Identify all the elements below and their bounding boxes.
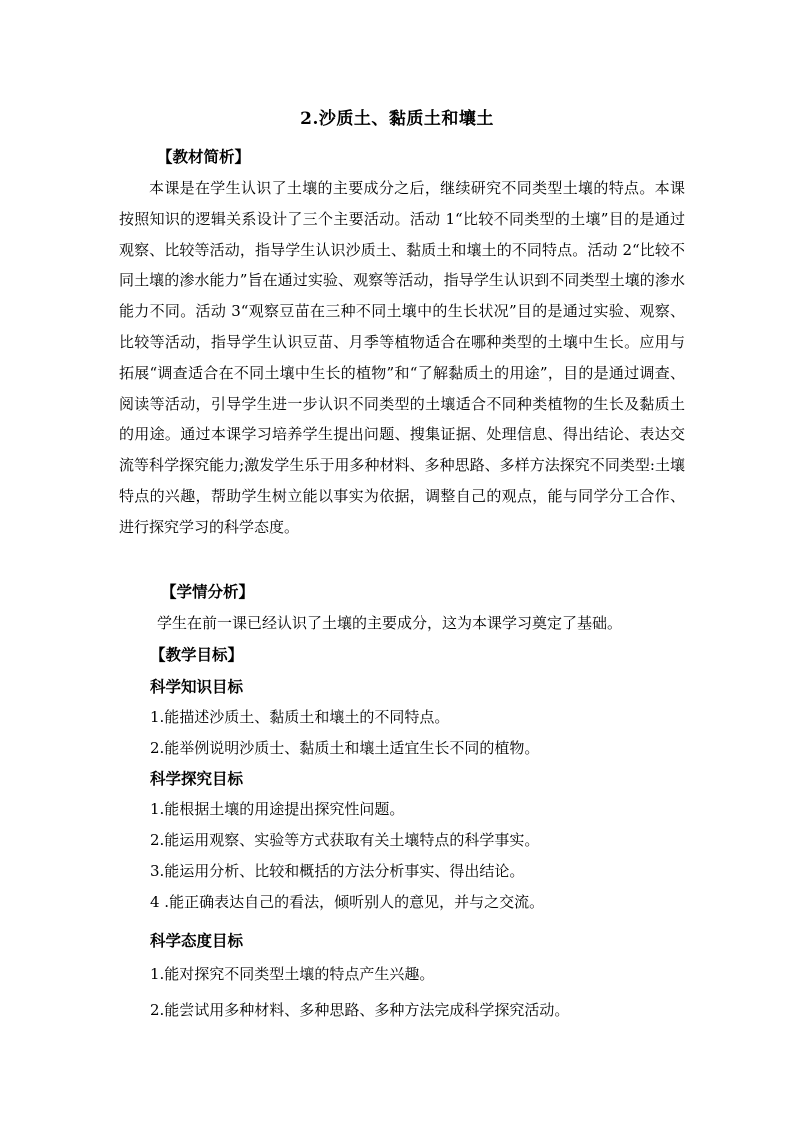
student-analysis-paragraph: 学生在前一课已经认识了土壤的主要成分，这为本课学习奠定了基础。 — [157, 614, 623, 632]
attitude-goal-item: 2.能尝试用多种材料、多种思路、多种方法完成科学探究活动。 — [150, 1001, 570, 1019]
teaching-goals-heading: 【教学目标】 — [150, 645, 244, 664]
knowledge-goal-item: 1.能描述沙质土、黏质土和壤土的不同特点。 — [150, 708, 450, 726]
knowledge-goal-item: 2.能举例说明沙质士、黏质土和壤土适宜生长不同的植物。 — [150, 739, 540, 757]
student-analysis-heading: 【学情分析】 — [161, 582, 255, 601]
inquiry-goal-item: 4 .能正确表达自己的看法，倾听别人的意见，并与之交流。 — [150, 893, 545, 911]
lesson-title: 2.沙质土、黏质土和壤土 — [300, 109, 494, 129]
inquiry-goals-heading: 科学探究目标 — [150, 769, 244, 788]
inquiry-goal-item: 3.能运用分析、比较和概括的方法分析事实、得出结论。 — [150, 862, 525, 880]
inquiry-goal-item: 1.能根据土壤的用途提出探究性问题。 — [150, 800, 405, 818]
attitude-goals-heading: 科学态度目标 — [150, 931, 244, 950]
textbook-analysis-heading: 【教材简析】 — [157, 147, 251, 166]
attitude-goal-item: 1.能对探究不同类型土壤的特点产生兴趣。 — [150, 965, 435, 983]
inquiry-goal-item: 2.能运用观察、实验等方式获取有关土壤特点的科学事实。 — [150, 831, 540, 849]
textbook-analysis-paragraph: 本课是在学生认识了土壤的主要成分之后，继续研究不同类型土壤的特点。本课按照知识的逻辑关系设计了三个主要活动。活动 1“比较不同类型的土壤”目的是通过观察、比较等活动，指导学生认识沙质土、黏质土和壤土的不同特点。活动 2“比较不同土壤的渗水能力”旨在通过实验、观察等活动，指导学生认识到不同类型土壤的渗水能力不同。活动 3“观察豆苗在三种不同土壤中的生长状况”目的是通过实验、观察、比较等活动，指导学生认识豆苗、月季等植物适合在哪种类型的土壤中生长。应用与拓展“调查适合在不同土壤中生长的植物”和“了解黏质土的用途”，目的是通过调查、阅读等活动，引导学生进一步认识不同类型的土壤适合不同种类植物的生长及黏质土的用途。通过本课学习培养学生提出问题、搜集证据、处理信息、得出结论、表达交流等科学探究能力;激发学生乐于用多种材料、多种思路、多样方法探究不同类型:土壤特点的兴趣，帮助学生树立能以事实为依据，调整自己的观点，能与同学分工合作、进行探究学习的科学态度。 — [119, 179, 685, 536]
knowledge-goals-heading: 科学知识目标 — [150, 677, 244, 696]
